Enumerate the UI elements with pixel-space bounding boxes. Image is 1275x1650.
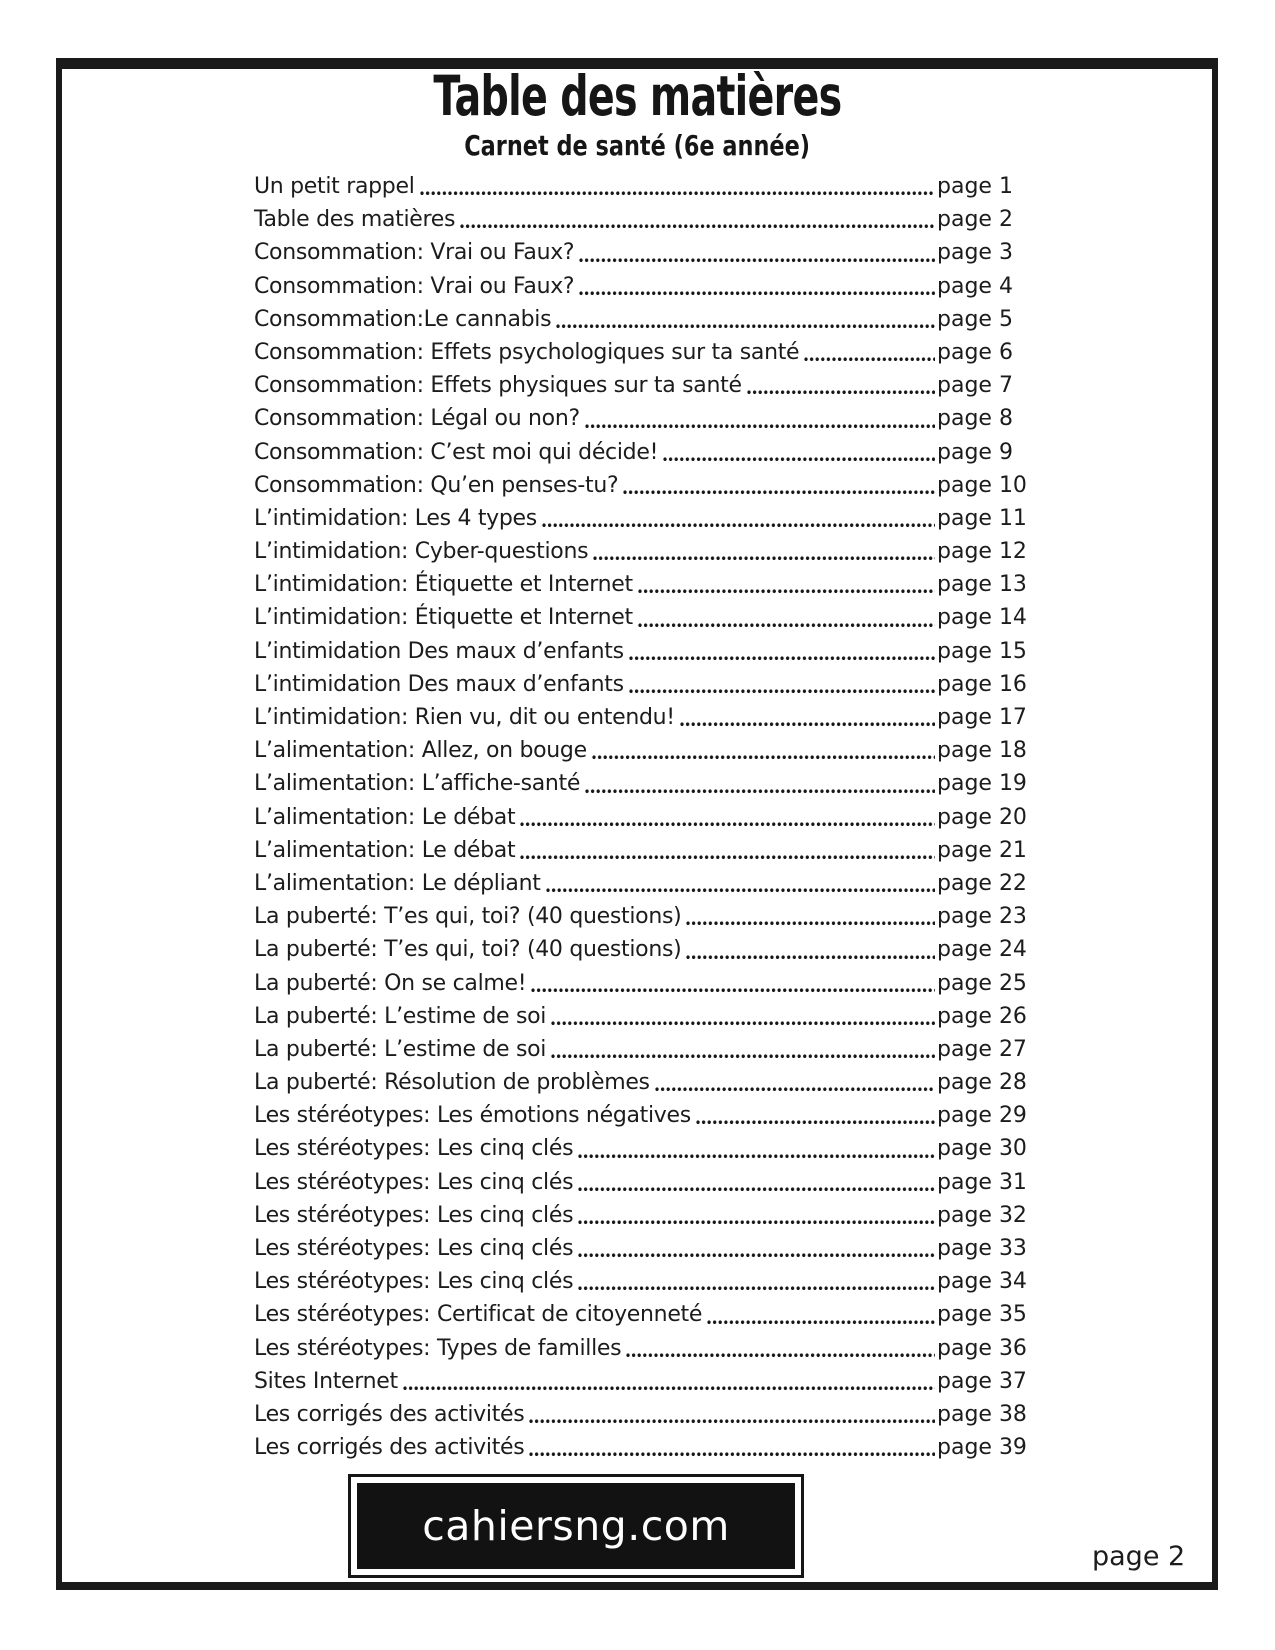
toc-leader-dots: [592, 734, 935, 767]
toc-entry-page: page 37: [937, 1368, 1027, 1394]
toc-entry: [254, 1199, 1033, 1232]
toc-entry-title: La puberté: T’es qui, toi? (40 questions): [254, 937, 682, 963]
toc-entry-title: L’intimidation Des maux d’enfants: [254, 638, 624, 664]
toc-entry: [254, 1099, 1033, 1132]
toc-entry-title: L’intimidation: Rien vu, dit ou entendu!: [254, 705, 675, 730]
toc-entry: [254, 933, 1033, 966]
toc-entry: [254, 436, 1033, 469]
toc-entry-page: page 20: [937, 804, 1027, 830]
website-url: cahiersng.com: [422, 1502, 730, 1550]
toc-leader-dots: [529, 1431, 935, 1464]
toc-entry-page: page 31: [937, 1169, 1027, 1195]
toc-leader-dots: [623, 469, 935, 502]
toc-entry-title: L’alimentation: Le débat: [254, 804, 516, 830]
toc-leader-dots: [542, 502, 935, 535]
toc-entry-page: page 10: [937, 472, 1027, 498]
toc-entry-page: page 25: [937, 970, 1027, 996]
toc-entry: [254, 1265, 1033, 1298]
toc-leader-dots: [460, 203, 935, 236]
toc-leader-dots: [520, 834, 935, 867]
toc-entry: [254, 734, 1033, 767]
toc-entry-page: page 9: [937, 439, 1013, 465]
toc-entry: [254, 369, 1033, 402]
toc-entry: [254, 701, 1033, 734]
toc-entry-page: page 11: [937, 505, 1027, 531]
toc-entry-title: Consommation: C’est moi qui décide!: [254, 439, 659, 465]
toc-leader-dots: [655, 1066, 935, 1099]
toc-entry-page: page 8: [937, 406, 1013, 432]
toc-leader-dots: [638, 601, 935, 634]
toc-leader-dots: [551, 1000, 935, 1033]
toc-entry-title: La puberté: Résolution de problèmes: [254, 1070, 650, 1096]
toc-leader-dots: [663, 436, 935, 469]
toc-entry-page: page 39: [937, 1435, 1027, 1461]
toc-entry: [254, 834, 1033, 867]
toc-entry-title: L’intimidation: Étiquette et Internet: [254, 605, 633, 631]
website-box-fill: [357, 1483, 795, 1569]
toc-entry-title: Les stéréotypes: Les cinq clés: [254, 1236, 574, 1261]
toc-entry-title: La puberté: L’estime de soi: [254, 1003, 547, 1029]
toc-entry-title: Sites Internet: [254, 1368, 398, 1394]
toc-entry: [254, 668, 1033, 701]
toc-entry-title: Un petit rappel: [254, 174, 415, 199]
toc-entry: [254, 336, 1033, 369]
toc-entry-title: Consommation: Vrai ou Faux?: [254, 240, 575, 266]
toc-leader-dots: [747, 369, 935, 402]
toc-entry-page: page 18: [937, 738, 1027, 764]
toc-leader-dots: [629, 668, 935, 701]
toc-entry-title: Consommation: Effets psychologiques sur ta santé: [254, 339, 800, 365]
toc-entry-page: page 23: [937, 904, 1027, 930]
page-title: Table des matières: [433, 64, 842, 128]
toc-leader-dots: [638, 568, 935, 601]
toc-leader-dots: [804, 336, 935, 369]
toc-leader-dots: [585, 767, 935, 800]
toc-entry: [254, 601, 1033, 634]
toc-leader-dots: [531, 967, 935, 1000]
toc-entry-page: page 30: [937, 1136, 1027, 1162]
toc-leader-dots: [593, 535, 935, 568]
toc-entry-title: L’intimidation Des maux d’enfants: [254, 671, 624, 697]
toc-entry-page: page 22: [937, 870, 1027, 896]
toc-entry-page: page 15: [937, 638, 1027, 664]
website-box: [348, 1474, 804, 1578]
toc-list: [254, 170, 1033, 1464]
toc-entry-page: page 2: [937, 207, 1013, 233]
toc-entry-title: Les stéréotypes: Types de familles: [254, 1335, 622, 1361]
toc-entry: [254, 535, 1033, 568]
toc-entry-title: Consommation: Vrai ou Faux?: [254, 273, 575, 299]
toc-leader-dots: [696, 1099, 935, 1132]
toc-entry-page: page 32: [937, 1202, 1027, 1228]
toc-entry: [254, 967, 1033, 1000]
toc-leader-dots: [520, 801, 935, 834]
toc-leader-dots: [629, 635, 935, 668]
toc-leader-dots: [680, 701, 935, 734]
toc-entry-page: page 21: [937, 837, 1027, 863]
toc-entry: [254, 502, 1033, 535]
toc-entry: [254, 1033, 1033, 1066]
toc-entry-title: La puberté: On se calme!: [254, 970, 527, 996]
toc-leader-dots: [403, 1365, 935, 1398]
toc-entry-title: La puberté: T’es qui, toi? (40 questions): [254, 904, 682, 930]
toc-entry-title: L’alimentation: Allez, on bouge: [254, 738, 587, 764]
toc-entry-title: Les stéréotypes: Les cinq clés: [254, 1269, 574, 1295]
toc-entry-page: page 26: [937, 1003, 1027, 1029]
toc-entry-page: page 5: [937, 306, 1013, 332]
toc-entry: [254, 1298, 1033, 1331]
toc-leader-dots: [578, 1199, 935, 1232]
toc-entry: [254, 402, 1033, 435]
toc-entry: [254, 568, 1033, 601]
toc-leader-dots: [585, 402, 935, 435]
toc-entry: [254, 635, 1033, 668]
toc-leader-dots: [579, 236, 935, 269]
toc-leader-dots: [578, 1232, 935, 1265]
toc-entry: [254, 801, 1033, 834]
toc-leader-dots: [556, 303, 935, 336]
toc-entry: [254, 767, 1033, 800]
toc-entry: [254, 900, 1033, 933]
toc-entry-title: Les stéréotypes: Les cinq clés: [254, 1169, 574, 1195]
toc-entry-title: Consommation: Effets physiques sur ta santé: [254, 373, 742, 399]
toc-leader-dots: [529, 1398, 935, 1431]
toc-leader-dots: [626, 1332, 935, 1365]
toc-entry-title: L’intimidation: Les 4 types: [254, 505, 537, 531]
toc-leader-dots: [578, 1265, 935, 1298]
toc-entry-page: page 33: [937, 1236, 1027, 1261]
toc-entry: [254, 1232, 1033, 1265]
toc-entry: [254, 203, 1033, 236]
toc-leader-dots: [707, 1298, 935, 1331]
toc-entry-page: page 19: [937, 771, 1027, 797]
toc-entry-page: page 16: [937, 671, 1027, 697]
toc-entry-page: page 17: [937, 705, 1027, 730]
toc-entry-title: Les stéréotypes: Les cinq clés: [254, 1202, 574, 1228]
toc-entry: [254, 1332, 1033, 1365]
toc-entry-page: page 38: [937, 1401, 1027, 1427]
toc-leader-dots: [686, 933, 935, 966]
toc-entry-page: page 35: [937, 1302, 1027, 1328]
toc-entry-title: Consommation: Légal ou non?: [254, 406, 580, 432]
toc-entry-page: page 1: [937, 174, 1013, 199]
toc-entry-page: page 14: [937, 605, 1027, 631]
toc-entry-title: L’intimidation: Cyber-questions: [254, 539, 589, 565]
toc-entry-title: L’alimentation: Le débat: [254, 837, 516, 863]
toc-leader-dots: [686, 900, 935, 933]
toc-entry: [254, 469, 1033, 502]
toc-entry: [254, 1132, 1033, 1165]
toc-leader-dots: [578, 1166, 935, 1199]
toc-entry-title: Les corrigés des activités: [254, 1401, 525, 1427]
toc-entry-page: page 12: [937, 539, 1027, 565]
toc-entry-title: Les stéréotypes: Certificat de citoyenneté: [254, 1302, 703, 1328]
toc-entry: [254, 1398, 1033, 1431]
toc-leader-dots: [579, 270, 935, 303]
page-subtitle: Carnet de santé (6e année): [464, 129, 811, 162]
toc-entry-title: Les stéréotypes: Les cinq clés: [254, 1136, 574, 1162]
toc-entry: [254, 170, 1033, 203]
toc-entry: [254, 303, 1033, 336]
toc-entry-page: page 24: [937, 937, 1027, 963]
toc-entry-page: page 4: [937, 273, 1013, 299]
toc-entry-title: L’alimentation: Le dépliant: [254, 870, 541, 896]
toc-leader-dots: [546, 867, 935, 900]
toc-leader-dots: [551, 1033, 935, 1066]
toc-entry-title: L’alimentation: L’affiche-santé: [254, 771, 581, 797]
toc-entry: [254, 270, 1033, 303]
toc-entry-page: page 6: [937, 339, 1013, 365]
toc-entry-title: Consommation: Qu’en penses-tu?: [254, 472, 619, 498]
toc-entry-title: Consommation:Le cannabis: [254, 306, 552, 332]
toc-entry: [254, 1166, 1033, 1199]
toc-leader-dots: [420, 170, 935, 203]
toc-entry-title: Table des matières: [254, 207, 456, 233]
toc-entry-page: page 3: [937, 240, 1013, 266]
toc-entry-page: page 7: [937, 373, 1013, 399]
toc-entry-page: page 13: [937, 572, 1027, 598]
page-number-label: page 2: [1092, 1541, 1186, 1572]
toc-entry: [254, 1000, 1033, 1033]
toc-entry: [254, 1066, 1033, 1099]
toc-entry: [254, 867, 1033, 900]
toc-entry-page: page 34: [937, 1269, 1027, 1295]
toc-entry-page: page 28: [937, 1070, 1027, 1096]
toc-entry-page: page 27: [937, 1036, 1027, 1062]
toc-entry-title: La puberté: L’estime de soi: [254, 1036, 547, 1062]
toc-entry-title: L’intimidation: Étiquette et Internet: [254, 572, 633, 598]
toc-entry: [254, 1365, 1033, 1398]
toc-entry-title: Les corrigés des activités: [254, 1435, 525, 1461]
toc-entry-page: page 29: [937, 1103, 1027, 1129]
toc-entry-page: page 36: [937, 1335, 1027, 1361]
toc-entry-title: Les stéréotypes: Les émotions négatives: [254, 1103, 691, 1129]
toc-leader-dots: [578, 1132, 935, 1165]
toc-entry: [254, 236, 1033, 269]
toc-entry: [254, 1431, 1033, 1464]
